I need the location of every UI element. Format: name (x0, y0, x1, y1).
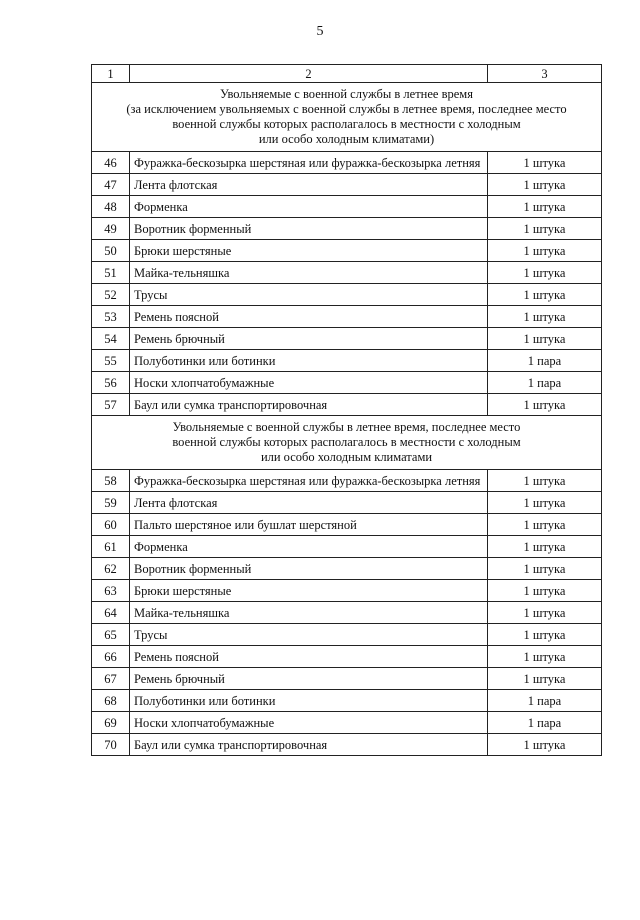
row-quantity: 1 пара (488, 690, 602, 712)
row-number: 69 (92, 712, 130, 734)
row-number: 54 (92, 328, 130, 350)
row-quantity: 1 штука (488, 218, 602, 240)
section-header-row (92, 83, 602, 152)
row-item: Майка-тельняшка (130, 602, 488, 624)
row-item: Брюки шерстяные (130, 240, 488, 262)
row-item: Ремень брючный (130, 668, 488, 690)
row-item: Форменка (130, 536, 488, 558)
row-quantity: 1 пара (488, 712, 602, 734)
row-item: Лента флотская (130, 174, 488, 196)
table-row (92, 580, 602, 602)
header-col-1: 1 (92, 65, 130, 83)
table-row (92, 690, 602, 712)
table-row (92, 558, 602, 580)
section-title-line: военной службы которых располагалось в местности с холодным (172, 117, 521, 131)
row-number: 51 (92, 262, 130, 284)
section-title (92, 83, 602, 152)
row-number: 49 (92, 218, 130, 240)
row-quantity: 1 штука (488, 328, 602, 350)
table-row (92, 712, 602, 734)
table-row (92, 240, 602, 262)
row-quantity: 1 штука (488, 646, 602, 668)
row-item: Форменка (130, 196, 488, 218)
table-row (92, 668, 602, 690)
row-quantity: 1 штука (488, 624, 602, 646)
row-quantity: 1 штука (488, 492, 602, 514)
table-row (92, 624, 602, 646)
section-title-line: (за исключением увольняемых с военной службы в летнее время, последнее место (126, 102, 567, 116)
row-quantity: 1 штука (488, 262, 602, 284)
row-number: 48 (92, 196, 130, 218)
section-title-line: или особо холодным климатами) (258, 132, 435, 146)
row-number: 60 (92, 514, 130, 536)
row-number: 52 (92, 284, 130, 306)
table-row (92, 470, 602, 492)
header-col-2: 2 (130, 65, 488, 83)
row-item: Трусы (130, 284, 488, 306)
row-number: 70 (92, 734, 130, 756)
row-number: 57 (92, 394, 130, 416)
row-number: 46 (92, 152, 130, 174)
row-item: Воротник форменный (130, 558, 488, 580)
section-title-line: Увольняемые с военной службы в летнее время, последнее место (172, 420, 521, 434)
row-number: 68 (92, 690, 130, 712)
row-item: Пальто шерстяное или бушлат шерстяной (130, 514, 488, 536)
section-title-line: военной службы которых располагалось в местности с холодным (172, 435, 521, 449)
row-number: 58 (92, 470, 130, 492)
table-row (92, 602, 602, 624)
table-row (92, 284, 602, 306)
row-number: 53 (92, 306, 130, 328)
row-number: 56 (92, 372, 130, 394)
row-quantity: 1 штука (488, 536, 602, 558)
table-row (92, 350, 602, 372)
row-item: Лента флотская (130, 492, 488, 514)
row-quantity: 1 штука (488, 240, 602, 262)
table-row (92, 646, 602, 668)
table-row (92, 262, 602, 284)
table-row (92, 514, 602, 536)
row-quantity: 1 штука (488, 558, 602, 580)
row-number: 67 (92, 668, 130, 690)
row-item: Полуботинки или ботинки (130, 690, 488, 712)
table-row (92, 218, 602, 240)
row-number: 61 (92, 536, 130, 558)
section-title-line: или особо холодным климатами (260, 450, 433, 464)
row-quantity: 1 штука (488, 514, 602, 536)
table-row (92, 328, 602, 350)
row-item: Фуражка-бескозырка шерстяная или фуражка-бескозырка летняя (130, 470, 488, 492)
section-title-line: Увольняемые с военной службы в летнее время (220, 87, 473, 101)
row-number: 66 (92, 646, 130, 668)
row-number: 62 (92, 558, 130, 580)
table-row (92, 196, 602, 218)
table-row (92, 174, 602, 196)
section-header-row (92, 416, 602, 470)
row-quantity: 1 штука (488, 196, 602, 218)
row-item: Носки хлопчатобумажные (130, 372, 488, 394)
row-number: 65 (92, 624, 130, 646)
row-quantity: 1 пара (488, 372, 602, 394)
row-number: 64 (92, 602, 130, 624)
row-quantity: 1 штука (488, 174, 602, 196)
table-row (92, 536, 602, 558)
row-item: Полуботинки или ботинки (130, 350, 488, 372)
row-quantity: 1 штука (488, 668, 602, 690)
section-title (92, 416, 602, 470)
page-number: 5 (316, 24, 324, 39)
row-item: Ремень поясной (130, 646, 488, 668)
row-number: 63 (92, 580, 130, 602)
row-number: 47 (92, 174, 130, 196)
table-body (92, 65, 602, 756)
row-quantity: 1 штука (488, 152, 602, 174)
row-number: 55 (92, 350, 130, 372)
table-row (92, 152, 602, 174)
row-number: 59 (92, 492, 130, 514)
row-item: Баул или сумка транспортировочная (130, 734, 488, 756)
table-row (92, 394, 602, 416)
row-item: Ремень поясной (130, 306, 488, 328)
row-quantity: 1 штука (488, 284, 602, 306)
row-item: Ремень брючный (130, 328, 488, 350)
header-row (92, 65, 602, 83)
row-number: 50 (92, 240, 130, 262)
row-item: Фуражка-бескозырка шерстяная или фуражка-бескозырка летняя (130, 152, 488, 174)
row-quantity: 1 штука (488, 306, 602, 328)
clothing-allowance-table (91, 64, 602, 756)
row-quantity: 1 штука (488, 602, 602, 624)
row-quantity: 1 штука (488, 580, 602, 602)
row-quantity: 1 штука (488, 470, 602, 492)
table-row (92, 734, 602, 756)
row-quantity: 1 штука (488, 394, 602, 416)
table-row (92, 372, 602, 394)
row-item: Воротник форменный (130, 218, 488, 240)
row-item: Майка-тельняшка (130, 262, 488, 284)
row-quantity: 1 штука (488, 734, 602, 756)
table-row (92, 306, 602, 328)
row-item: Баул или сумка транспортировочная (130, 394, 488, 416)
row-item: Носки хлопчатобумажные (130, 712, 488, 734)
table-row (92, 492, 602, 514)
header-col-3: 3 (488, 65, 602, 83)
row-item: Трусы (130, 624, 488, 646)
row-item: Брюки шерстяные (130, 580, 488, 602)
row-quantity: 1 пара (488, 350, 602, 372)
